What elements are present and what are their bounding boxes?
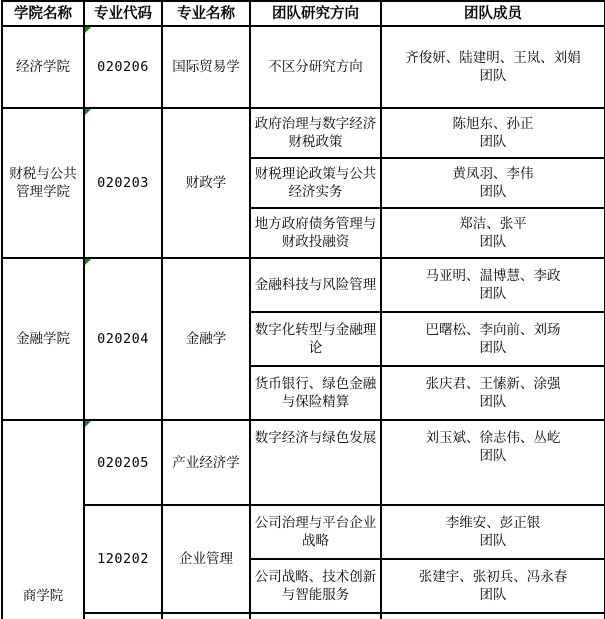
header-research-direction: 团队研究方向 <box>250 1 381 26</box>
direction-cell[interactable]: 政府治理与数字经济财税政策 <box>250 108 381 158</box>
members-names: 陈旭东、孙正 <box>452 116 534 132</box>
direction-cell[interactable]: 不区分研究方向 <box>250 26 381 108</box>
table-row <box>2 108 605 158</box>
members-names: 刘玉斌、徐志伟、丛屹 <box>425 430 561 446</box>
empty-cell <box>381 613 605 619</box>
members-cell[interactable] <box>381 258 605 312</box>
members-cell[interactable] <box>381 420 605 505</box>
research-team-table <box>1 0 605 619</box>
team-suffix: 团队 <box>479 184 507 200</box>
college-cell[interactable]: 金融学院 <box>2 258 84 420</box>
college-cell[interactable]: 商学院 <box>2 420 84 619</box>
team-suffix: 团队 <box>479 68 507 84</box>
header-team-members: 团队成员 <box>381 1 605 26</box>
members-cell[interactable] <box>381 312 605 366</box>
members-names: 张建宇、张初兵、冯永春 <box>418 569 568 585</box>
members-cell[interactable] <box>381 108 605 158</box>
table-row-partial <box>2 613 605 619</box>
team-suffix: 团队 <box>479 394 507 410</box>
major-name-cell[interactable]: 金融学 <box>162 258 250 420</box>
members-names: 巴曙松、李向前、刘玚 <box>425 322 561 338</box>
empty-cell <box>84 613 162 619</box>
members-names: 李维安、彭正银 <box>445 515 541 531</box>
header-major-name: 专业名称 <box>162 1 250 26</box>
members-cell[interactable] <box>381 505 605 559</box>
members-names: 马亚明、温博慧、李政 <box>425 268 561 284</box>
team-suffix: 团队 <box>479 134 507 150</box>
team-suffix: 团队 <box>479 340 507 356</box>
major-name-cell[interactable]: 财政学 <box>162 108 250 258</box>
team-suffix: 团队 <box>479 448 507 464</box>
table-row <box>2 26 605 108</box>
direction-cell[interactable]: 财税理论政策与公共经济实务 <box>250 158 381 208</box>
members-names: 郑洁、张平 <box>459 216 527 232</box>
college-cell[interactable]: 经济学院 <box>2 26 84 108</box>
table-row <box>2 258 605 312</box>
direction-cell[interactable]: 金融科技与风险管理 <box>250 258 381 312</box>
members-cell[interactable] <box>381 26 605 108</box>
table-row <box>2 505 605 559</box>
members-names: 张庆君、王愫新、涂强 <box>425 376 561 392</box>
members-cell[interactable] <box>381 208 605 258</box>
major-code-cell[interactable]: 020205 <box>84 420 162 505</box>
major-code-cell[interactable]: 020204 <box>84 258 162 420</box>
major-name-cell[interactable]: 产业经济学 <box>162 420 250 505</box>
major-code-cell[interactable]: 020206 <box>84 26 162 108</box>
major-code-cell[interactable]: 020203 <box>84 108 162 258</box>
members-names: 齐俊妍、陆建明、王岚、刘娟 <box>405 50 581 66</box>
direction-cell[interactable]: 数字经济与绿色发展 <box>250 420 381 505</box>
header-major-code: 专业代码 <box>84 1 162 26</box>
members-cell[interactable] <box>381 366 605 420</box>
team-suffix: 团队 <box>479 234 507 250</box>
empty-cell <box>162 613 250 619</box>
table-row <box>2 420 605 505</box>
direction-cell[interactable]: 公司治理与平台企业战略 <box>250 505 381 559</box>
empty-cell <box>250 613 381 619</box>
direction-cell[interactable]: 地方政府债务管理与财政投融资 <box>250 208 381 258</box>
team-suffix: 团队 <box>479 286 507 302</box>
members-names: 黄凤羽、李伟 <box>452 166 534 182</box>
team-suffix: 团队 <box>479 587 507 603</box>
direction-cell[interactable]: 数字化转型与金融理论 <box>250 312 381 366</box>
members-cell[interactable] <box>381 559 605 613</box>
major-name-cell[interactable]: 国际贸易学 <box>162 26 250 108</box>
major-name-cell[interactable]: 企业管理 <box>162 505 250 613</box>
direction-cell[interactable]: 公司战略、技术创新与智能服务 <box>250 559 381 613</box>
college-cell[interactable]: 财税与公共管理学院 <box>2 108 84 258</box>
header-college: 学院名称 <box>2 1 84 26</box>
major-code-cell[interactable]: 120202 <box>84 505 162 613</box>
members-cell[interactable] <box>381 158 605 208</box>
direction-cell[interactable]: 货币银行、绿色金融与保险精算 <box>250 366 381 420</box>
team-suffix: 团队 <box>479 533 507 549</box>
header-row <box>2 1 605 26</box>
